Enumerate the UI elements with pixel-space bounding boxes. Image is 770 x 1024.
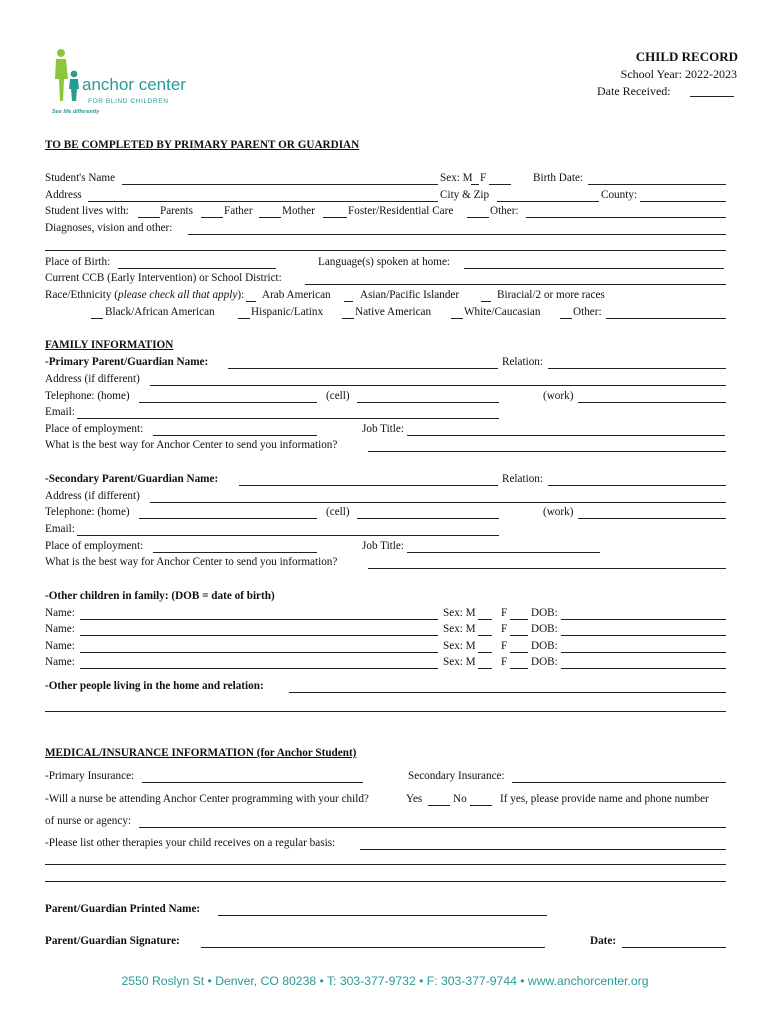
arab-label: Arab American [262,289,331,301]
foster-label: Foster/Residential Care [348,205,454,217]
child-sex-label: Sex: M [443,656,476,668]
race-note: please check all that apply [118,289,238,301]
primary-cell-field[interactable] [357,402,499,403]
child-m-field[interactable] [478,635,492,636]
child-m-field[interactable] [478,619,492,620]
biracial-label: Biracial/2 or more races [497,289,605,301]
primary-work-label: (work) [543,390,574,402]
mother-label: Mother [282,205,315,217]
child-dob-label: DOB: [531,656,558,668]
primary-address-label: Address (if different) [45,373,140,385]
child-name-field[interactable] [80,668,438,669]
secondary-relation-label: Relation: [502,473,544,485]
other2-check[interactable] [560,318,572,319]
address-field[interactable] [88,201,438,202]
nurse-agency-label: of nurse or agency: [45,815,132,827]
child-f-label: F [501,607,508,619]
therapies-field-2[interactable] [45,864,726,865]
child-m-field[interactable] [478,668,492,669]
primary-insurance-label: -Primary Insurance: [45,770,135,782]
child-name-field[interactable] [80,619,438,620]
other-field[interactable] [526,217,726,218]
family-heading: FAMILY INFORMATION [45,339,174,351]
black-label: Black/African American [105,306,215,318]
date-received-label: Date Received: [597,84,671,98]
lives-with-label: Student lives with: [45,205,129,217]
county-field[interactable] [640,201,726,202]
child-f-label: F [501,623,508,635]
city-zip-field[interactable] [497,201,599,202]
languages-field[interactable] [464,268,724,269]
primary-cell-label: (cell) [326,390,350,402]
child-dob-field[interactable] [561,619,726,620]
primary-name-label: -Primary Parent/Guardian Name: [45,356,209,368]
mother-check[interactable] [259,217,281,218]
secondary-name-label: -Secondary Parent/Guardian Name: [45,473,219,485]
secondary-cell-field[interactable] [357,518,499,519]
school-year: School Year: 2022-2023 [620,67,737,81]
child-f-field[interactable] [510,668,528,669]
asian-check[interactable] [344,301,353,302]
other-people-field[interactable] [289,692,726,693]
parents-label: Parents [160,205,193,217]
child-name-label: Name: [45,640,75,652]
foster-check[interactable] [323,217,347,218]
child-dob-label: DOB: [531,623,558,635]
child-f-field[interactable] [510,652,528,653]
nurse-if-yes: If yes, please provide name and phone number [500,793,709,805]
native-label: Native American [355,306,432,318]
father-label: Father [224,205,253,217]
asian-label: Asian/Pacific Islander [360,289,460,301]
primary-best-way-label: What is the best way for Anchor Center to send you information? [45,439,338,451]
sex-m-field[interactable] [471,184,479,185]
white-check[interactable] [451,318,463,319]
secondary-insurance-label: Secondary Insurance: [408,770,505,782]
father-check[interactable] [201,217,223,218]
native-check[interactable] [342,318,354,319]
black-check[interactable] [91,318,103,319]
logo [52,46,202,118]
logo-tagline: See life differently [52,109,100,115]
printed-name-label: Parent/Guardian Printed Name: [45,903,201,915]
secondary-home-label: Telephone: (home) [45,506,130,518]
county-label: County: [601,189,638,201]
diagnoses-label: Diagnoses, vision and other: [45,222,173,234]
form-title: CHILD RECORD [635,49,738,64]
footer-contact: 2550 Roslyn St • Denver, CO 80238 • T: 303-377-9732 • F: 303-377-9744 • www.anchorcenter.org [121,974,649,988]
child-dob-field[interactable] [561,635,726,636]
child-f-label: F [501,656,508,668]
student-name-label: Student's Name [45,172,116,184]
race-label [45,289,244,302]
arab-check[interactable] [246,301,256,302]
diagnoses-field-2[interactable] [45,250,726,251]
child-f-field[interactable] [510,635,528,636]
address-label: Address [45,189,82,201]
languages-label: Language(s) spoken at home: [318,256,451,268]
other-people-field-2[interactable] [45,711,726,712]
child-name-field[interactable] [80,635,438,636]
secondary-best-way-field[interactable] [368,568,726,569]
secondary-name-field[interactable] [239,485,498,486]
date-received-field[interactable] [690,96,734,97]
primary-employment-field[interactable] [153,435,317,436]
primary-name-field[interactable] [228,368,498,369]
primary-relation-label: Relation: [502,356,544,368]
child-name-field[interactable] [80,652,438,653]
child-sex-label: Sex: M [443,623,476,635]
secondary-home-field[interactable] [139,518,317,519]
ccb-field[interactable] [305,284,726,285]
secondary-insurance-field[interactable] [512,782,726,783]
nurse-no-check[interactable] [470,805,492,806]
other-label: Other: [490,205,519,217]
child-dob-field[interactable] [561,652,726,653]
secondary-work-label: (work) [543,506,574,518]
child-dob-label: DOB: [531,640,558,652]
printed-name-field[interactable] [218,915,547,916]
signature-date-label: Date: [590,935,617,947]
secondary-relation-field[interactable] [548,485,726,486]
primary-job-label: Job Title: [362,423,404,435]
child-sex-label: Sex: M [443,607,476,619]
sex-f-field[interactable] [489,184,511,185]
sex-label: Sex: M [440,172,473,184]
primary-insurance-field[interactable] [142,782,363,783]
therapies-field-3[interactable] [45,881,726,882]
anchor-logo-figures-icon [52,48,82,104]
primary-email-field[interactable] [77,418,499,419]
therapies-label: -Please list other therapies your child receives on a regular basis: [45,837,336,849]
secondary-email-label: Email: [45,523,75,535]
nurse-agency-field[interactable] [139,827,726,828]
child-name-label: Name: [45,656,75,668]
secondary-best-way-label: What is the best way for Anchor Center to send you information? [45,556,338,568]
primary-best-way-field[interactable] [368,451,726,452]
secondary-employment-label: Place of employment: [45,540,144,552]
other2-field[interactable] [606,318,726,319]
secondary-job-field[interactable] [407,552,600,553]
logo-name: anchor center [82,75,186,94]
child-name-label: Name: [45,607,75,619]
child-m-field[interactable] [478,652,492,653]
place-of-birth-field[interactable] [118,268,276,269]
secondary-address-label: Address (if different) [45,490,140,502]
nurse-no-label: No [453,793,467,805]
child-sex-label: Sex: M [443,640,476,652]
white-label: White/Caucasian [464,306,541,318]
nurse-yes-label: Yes [406,793,423,805]
other-check[interactable] [467,217,489,218]
other-people-label: -Other people living in the home and relation: [45,680,264,692]
primary-relation-field[interactable] [548,368,726,369]
city-zip-label: City & Zip [440,189,490,201]
secondary-work-field[interactable] [578,518,726,519]
other-children-label: -Other children in family: (DOB = date of birth) [45,590,275,602]
sex-f-label: F [480,172,487,184]
place-of-birth-label: Place of Birth: [45,256,111,268]
secondary-job-label: Job Title: [362,540,404,552]
secondary-cell-label: (cell) [326,506,350,518]
hispanic-label: Hispanic/Latinx [251,306,324,318]
primary-work-field[interactable] [578,402,726,403]
signature-date-field[interactable] [622,947,726,948]
therapies-field[interactable] [360,849,726,850]
birth-date-field[interactable] [588,184,726,185]
birth-date-label: Birth Date: [533,172,584,184]
student-name-field[interactable] [122,184,438,185]
diagnoses-field[interactable] [188,234,726,235]
signature-field[interactable] [201,947,545,948]
child-dob-field[interactable] [561,668,726,669]
secondary-email-field[interactable] [77,535,499,536]
child-dob-label: DOB: [531,607,558,619]
parents-check[interactable] [138,217,160,218]
hispanic-check[interactable] [238,318,250,319]
ccb-label: Current CCB (Early Intervention) or School District: [45,272,282,284]
other2-label: Other: [573,306,602,318]
logo-subtitle: FOR BLIND CHILDREN [88,98,169,105]
child-name-label: Name: [45,623,75,635]
biracial-check[interactable] [481,301,491,302]
child-f-field[interactable] [510,619,528,620]
primary-employment-label: Place of employment: [45,423,144,435]
primary-address-field[interactable] [150,385,726,386]
primary-job-field[interactable] [407,435,725,436]
medical-heading: MEDICAL/INSURANCE INFORMATION (for Anchor Student) [45,747,357,759]
nurse-yes-check[interactable] [428,805,450,806]
primary-email-label: Email: [45,406,75,418]
primary-home-field[interactable] [139,402,317,403]
signature-label: Parent/Guardian Signature: [45,935,180,947]
primary-home-label: Telephone: (home) [45,390,130,402]
secondary-employment-field[interactable] [153,552,317,553]
race-label-close: ): [237,289,245,301]
section-heading-parent: TO BE COMPLETED BY PRIMARY PARENT OR GUARDIAN [45,139,360,151]
secondary-address-field[interactable] [150,502,726,503]
nurse-question: -Will a nurse be attending Anchor Center programming with your child? [45,793,369,805]
race-label-text: Race/Ethnicity ( [45,289,119,301]
child-f-label: F [501,640,508,652]
